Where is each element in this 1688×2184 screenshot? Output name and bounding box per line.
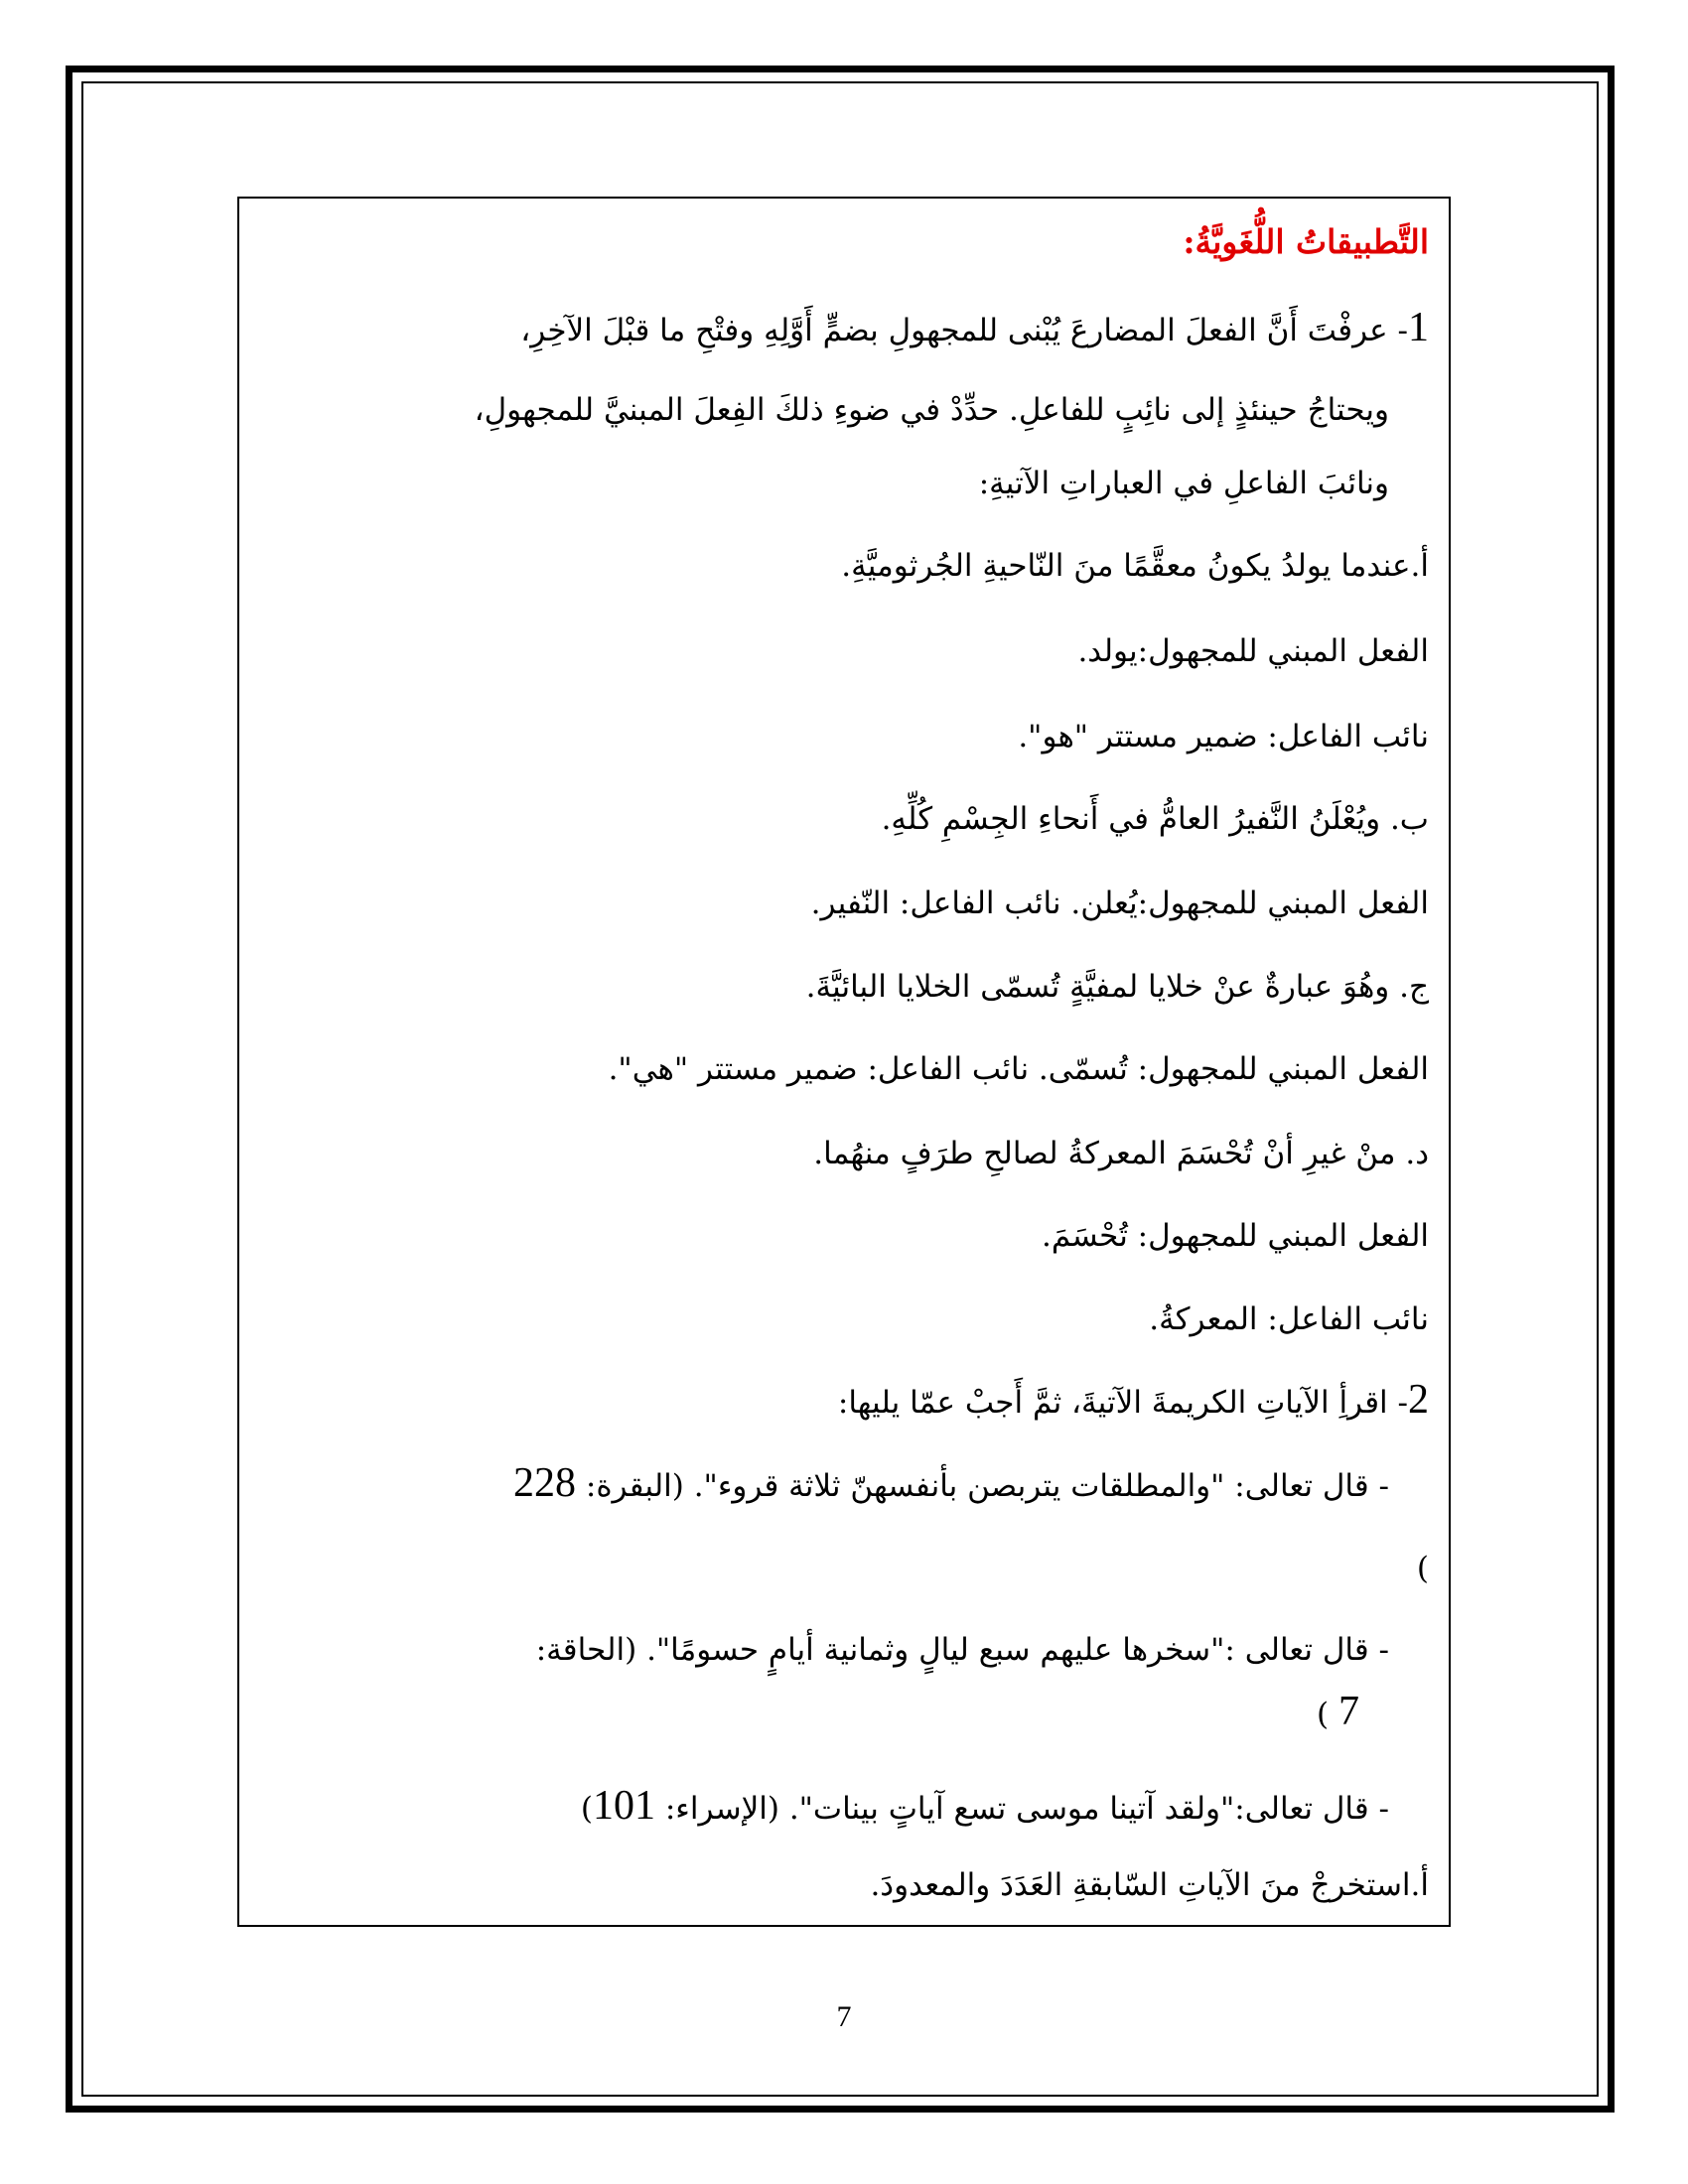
verse-3-close: ) — [580, 1791, 593, 1827]
item-b-answer: الفعل المبني للمجهول:يُعلن. نائب الفاعل: النّفير. — [810, 886, 1429, 921]
question-1-line-3: ونائبَ الفاعلِ في العباراتِ الآتيةِ: — [978, 466, 1389, 501]
verse-1-close: ) — [1416, 1551, 1429, 1586]
verse-2-ref: 7 — [1338, 1689, 1359, 1734]
item-c-sentence: ج. وهُوَ عبارةٌ عنْ خلايا لمفيَّةٍ تُسمّى الخلايا البائيَّةَ. — [805, 969, 1429, 1005]
verse-1 — [259, 1461, 1389, 1508]
content-box — [237, 197, 1451, 1927]
question-1-number: 1 — [1408, 305, 1429, 350]
item-d-sentence: د. منْ غيرِ أنْ تُحْسَمَ المعركةُ لصالحِ طرَفٍ منهُما. — [813, 1136, 1429, 1171]
question-1-line-1 — [259, 306, 1429, 352]
verse-3-ref: 101 — [593, 1783, 655, 1829]
item-a-sentence: أ.عندما يولدُ يكونُ معقَّمًا منَ النّاحيةِ الجُرثوميَّةِ. — [841, 548, 1429, 584]
question-1-line-2: ويحتاجُ حينئذٍ إلى نائِبٍ للفاعلِ. حدِّدْ في ضوءِ ذلكَ الفِعلَ المبنيَّ للمجهولِ، — [474, 392, 1389, 428]
item-c-answer: الفعل المبني للمجهول: تُسمّى. نائب الفاعل: ضمير مستتر "هي". — [608, 1051, 1429, 1087]
item-a-verb-answer: الفعل المبني للمجهول:يولد. — [1077, 633, 1429, 669]
verse-1-text: - قال تعالى: "والمطلقات يتربصن بأنفسهنّ ثلاثة قروء". (البقرة: — [585, 1468, 1389, 1504]
verse-2-text: - قال تعالى :"سخرها عليهم سبع ليالٍ وثمانية أيامٍ حسومًا". (الحاقة: — [535, 1632, 1389, 1668]
verse-3 — [259, 1784, 1389, 1831]
page-number: 7 — [836, 2000, 852, 2033]
verse-2 — [259, 1628, 1389, 1672]
question-2-intro — [259, 1378, 1429, 1425]
item-d-subject-answer: نائب الفاعل: المعركةُ. — [1149, 1301, 1429, 1337]
verse-2-continuation — [259, 1690, 1359, 1736]
question-2-text: - اقرأِ الآياتِ الكريمةَ الآتيةَ، ثمَّ أَجبْ عمّا يليها: — [837, 1385, 1408, 1421]
item-b-sentence: ب. ويُعْلَنُ النَّفيرُ العامُّ في أَنحاءِ الجِسْمِ كُلِّهِ. — [881, 801, 1429, 837]
item-d-verb-answer: الفعل المبني للمجهول: تُحْسَمَ. — [1042, 1218, 1429, 1254]
question-1-text-1: - عرفْتَ أَنَّ الفعلَ المضارعَ يُبْنى للمجهولِ بضمٍّ أَوَّلِهِ وفتْحِ ما قبْلَ الآخِرِ، — [520, 313, 1408, 348]
verse-3-text: - قال تعالى:"ولقد آتينا موسى تسع آياتٍ بينات". (الإسراء: — [664, 1791, 1389, 1827]
task-a: أ.استخرجْ منَ الآياتِ السّابقةِ العَدَدَ والمعدودَ. — [870, 1867, 1429, 1903]
verse-1-ref: 228 — [513, 1460, 577, 1506]
verse-2-close: ) — [1317, 1697, 1330, 1732]
section-heading: التَّطبيقاتُ اللُّغَويَّةُ: — [1183, 222, 1429, 261]
question-2-number: 2 — [1408, 1377, 1429, 1423]
item-a-subject-answer: نائب الفاعل: ضمير مستتر "هو". — [1018, 719, 1429, 754]
